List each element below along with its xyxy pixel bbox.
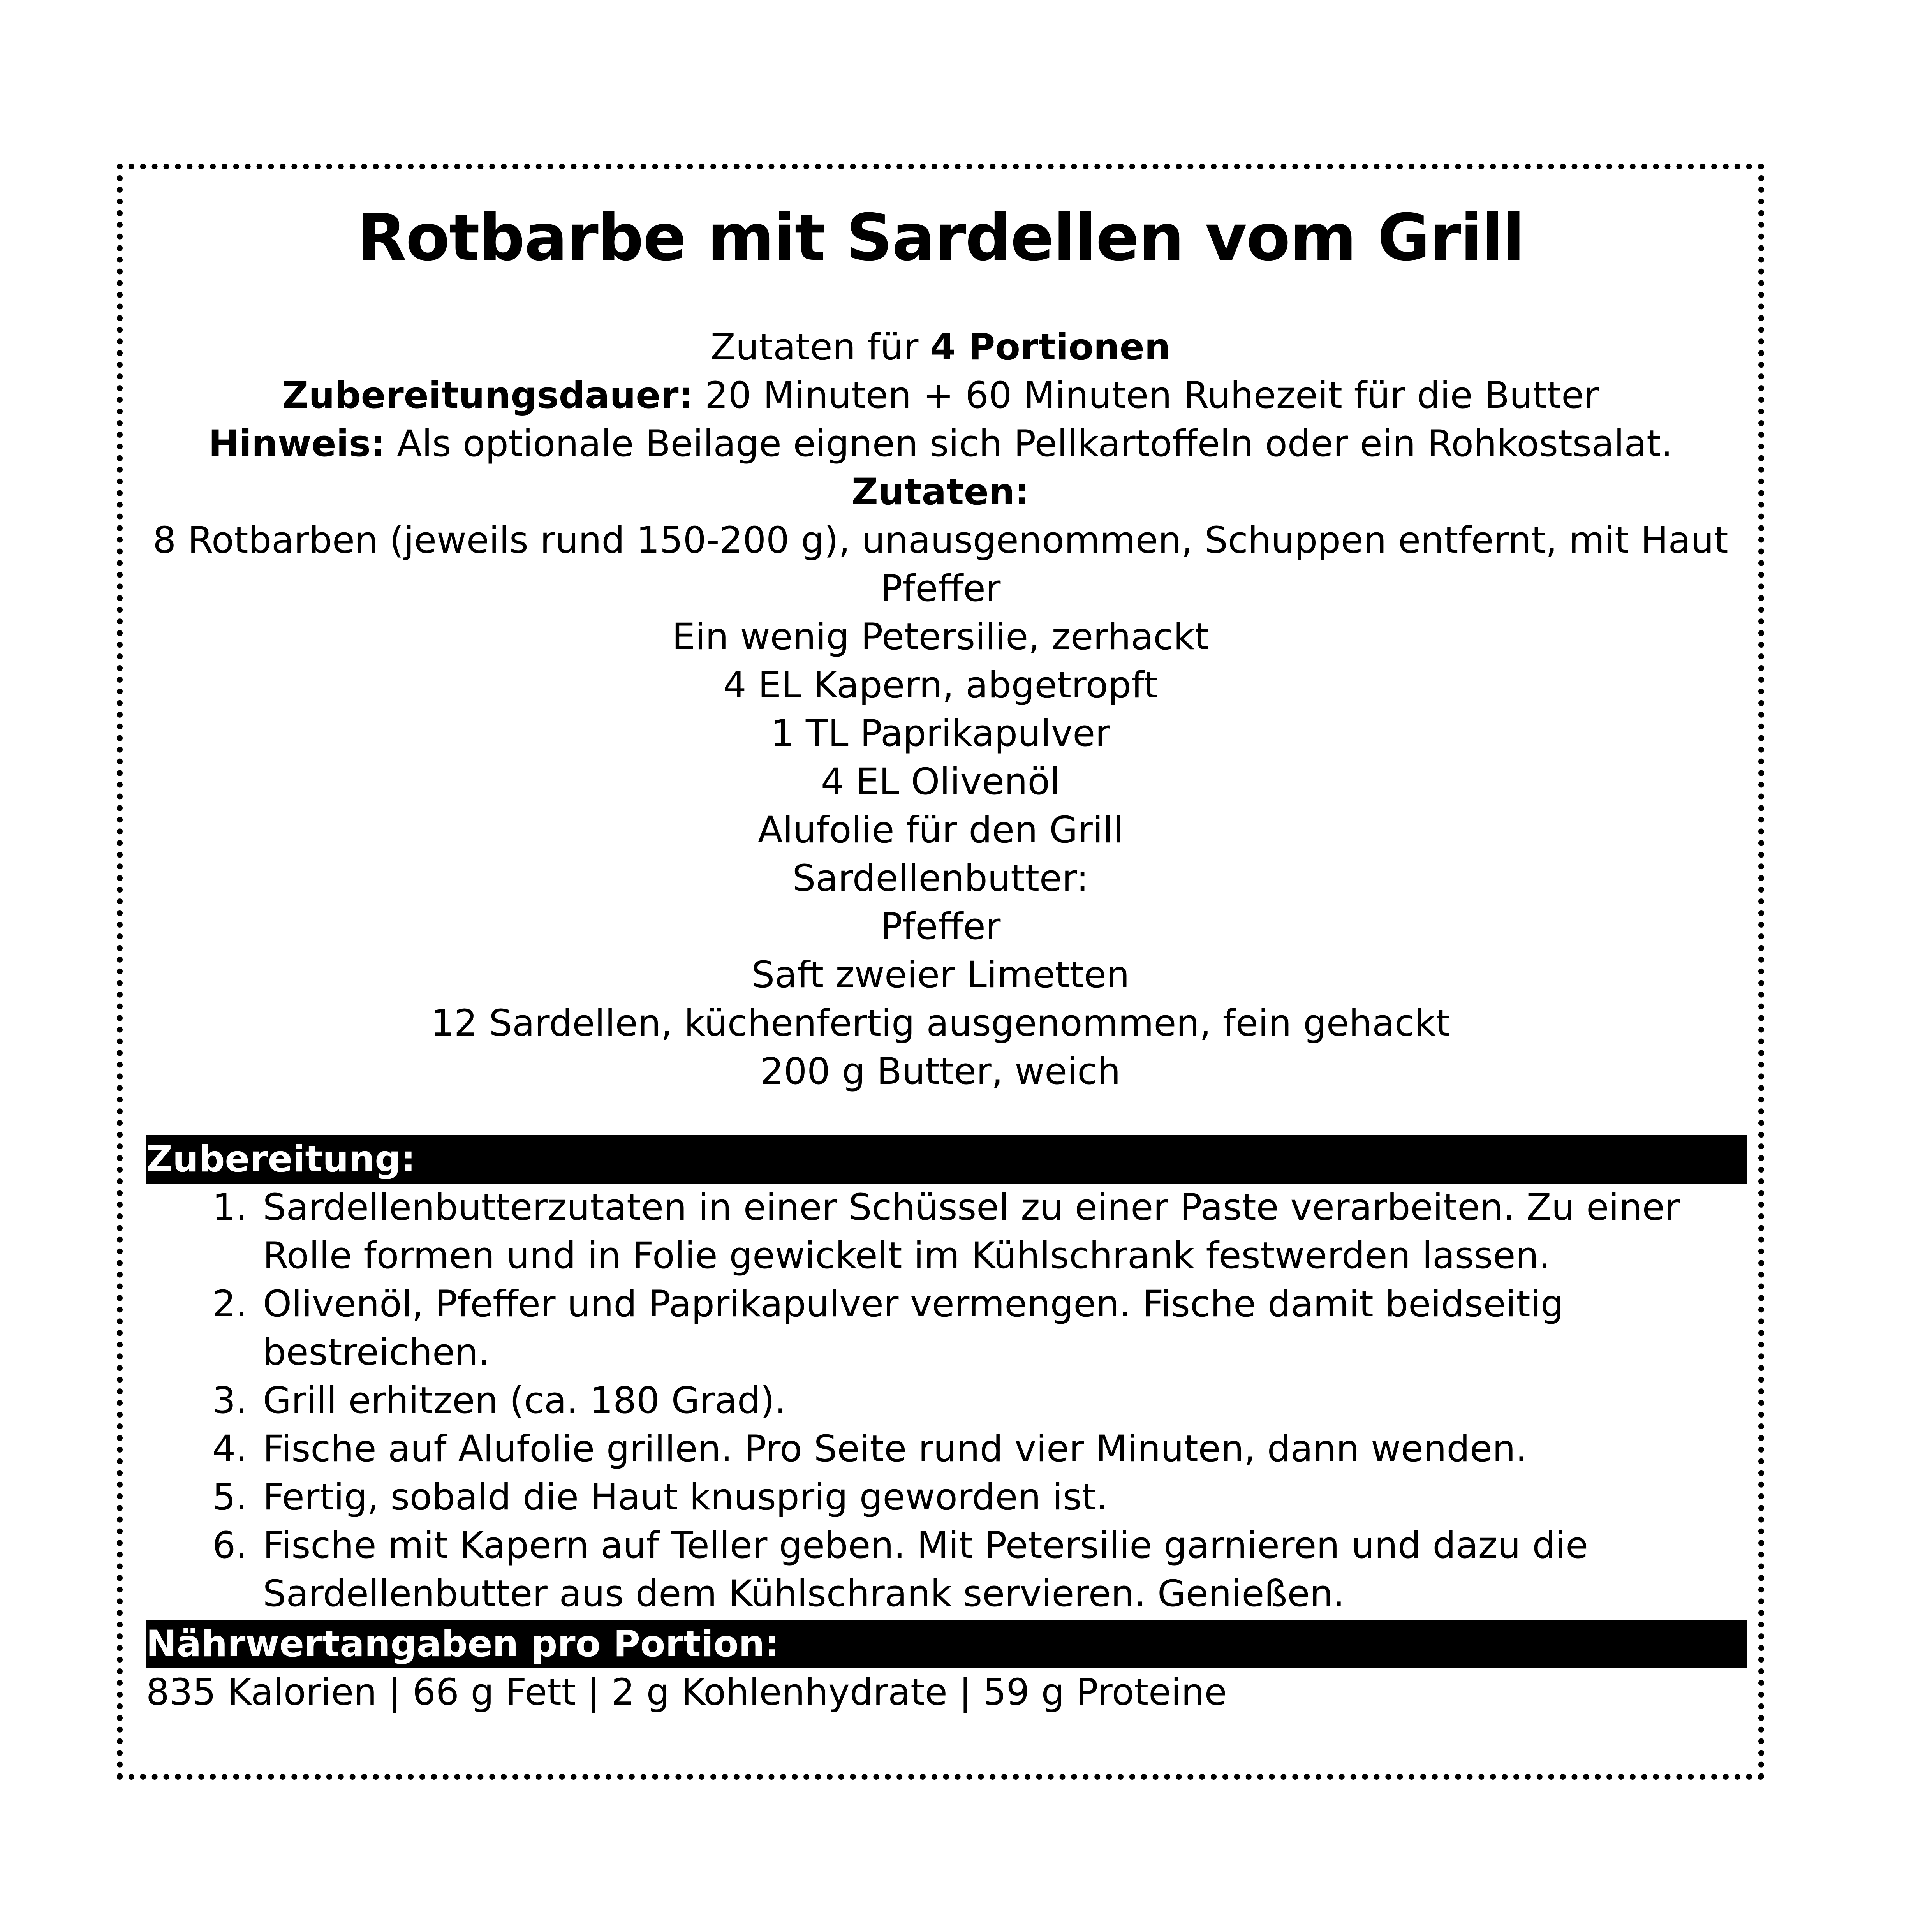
ingredient-subheading: Sardellenbutter: [792,857,1089,900]
step-number: 5. [212,1476,247,1518]
duration-label: Zubereitungsdauer: [282,374,694,417]
ingredient-item: Ein wenig Petersilie, zerhackt [672,616,1209,658]
ingredient-item: Pfeffer [880,905,1001,948]
ingredient-item: 4 EL Kapern, abgetropft [723,664,1158,706]
preparation-steps [146,1184,1735,1618]
preparation-heading: Zubereitung: [146,1135,1747,1184]
ingredient-item: 1 TL Paprikapulver [771,712,1110,755]
nutrition-values: 835 Kalorien | 66 g Fett | 2 g Kohlenhydrate | 59 g Proteine [146,1671,1227,1714]
servings-line [138,323,1743,372]
step-number: 6. [212,1524,247,1567]
recipe-card [117,164,1764,1780]
servings-prefix: Zutaten für [710,326,930,368]
ingredient-item: Alufolie für den Grill [757,809,1124,851]
note-line [138,420,1743,468]
step-number: 4. [212,1428,247,1470]
note-value: Als optionale Beilage eignen sich Pellkartoffeln oder ein Rohkostsalat. [385,423,1673,465]
recipe-info [138,323,1743,1096]
ingredient-item: 4 EL Olivenöl [821,761,1060,803]
step-number: 2. [212,1283,247,1325]
step-text: Sardellenbutterzutaten in einer Schüssel zu einer Paste verarbeiten. Zu einer Rolle formen und in Folie gewickelt im Kühlschrank festwerden lassen. [263,1186,1680,1277]
duration-value: 20 Minuten + 60 Minuten Ruhezeit für die Butter [693,374,1599,417]
step-item [146,1473,1735,1522]
step-item [146,1425,1735,1473]
step-text: Fische mit Kapern auf Teller geben. Mit Petersilie garnieren und dazu die Sardellenbutter aus dem Kühlschrank servieren. Genießen. [263,1524,1589,1615]
ingredient-item: 8 Rotbarben (jeweils rund 150-200 g), unausgenommen, Schuppen entfernt, mit Haut [153,519,1728,562]
step-number: 3. [212,1379,247,1422]
ingredients-heading-text: Zutaten: [851,471,1030,513]
step-item [146,1184,1735,1280]
nutrition-heading: Nährwertangaben pro Portion: [146,1620,1747,1668]
ingredient-item: 200 g Butter, weich [760,1050,1121,1093]
ingredient-item: Pfeffer [880,567,1001,610]
recipe-title: Rotbarbe mit Sardellen vom Grill [357,200,1524,275]
step-item [146,1377,1735,1425]
step-text: Fische auf Alufolie grillen. Pro Seite rund vier Minuten, dann wenden. [263,1428,1527,1470]
step-item [146,1280,1735,1377]
servings-value: 4 Portionen [930,326,1171,368]
step-text: Fertig, sobald die Haut knusprig geworden ist. [263,1476,1108,1518]
step-number: 1. [212,1186,247,1229]
duration-line [138,372,1743,420]
step-text: Olivenöl, Pfeffer und Paprikapulver vermengen. Fische damit beidseitig bestreichen. [263,1283,1564,1374]
ingredient-item: Saft zweier Limetten [751,954,1130,996]
note-label: Hinweis: [208,423,386,465]
step-item [146,1522,1735,1618]
step-text: Grill erhitzen (ca. 180 Grad). [263,1379,787,1422]
ingredients-heading [138,468,1743,516]
ingredient-item: 12 Sardellen, küchenfertig ausgenommen, fein gehackt [431,1002,1450,1044]
